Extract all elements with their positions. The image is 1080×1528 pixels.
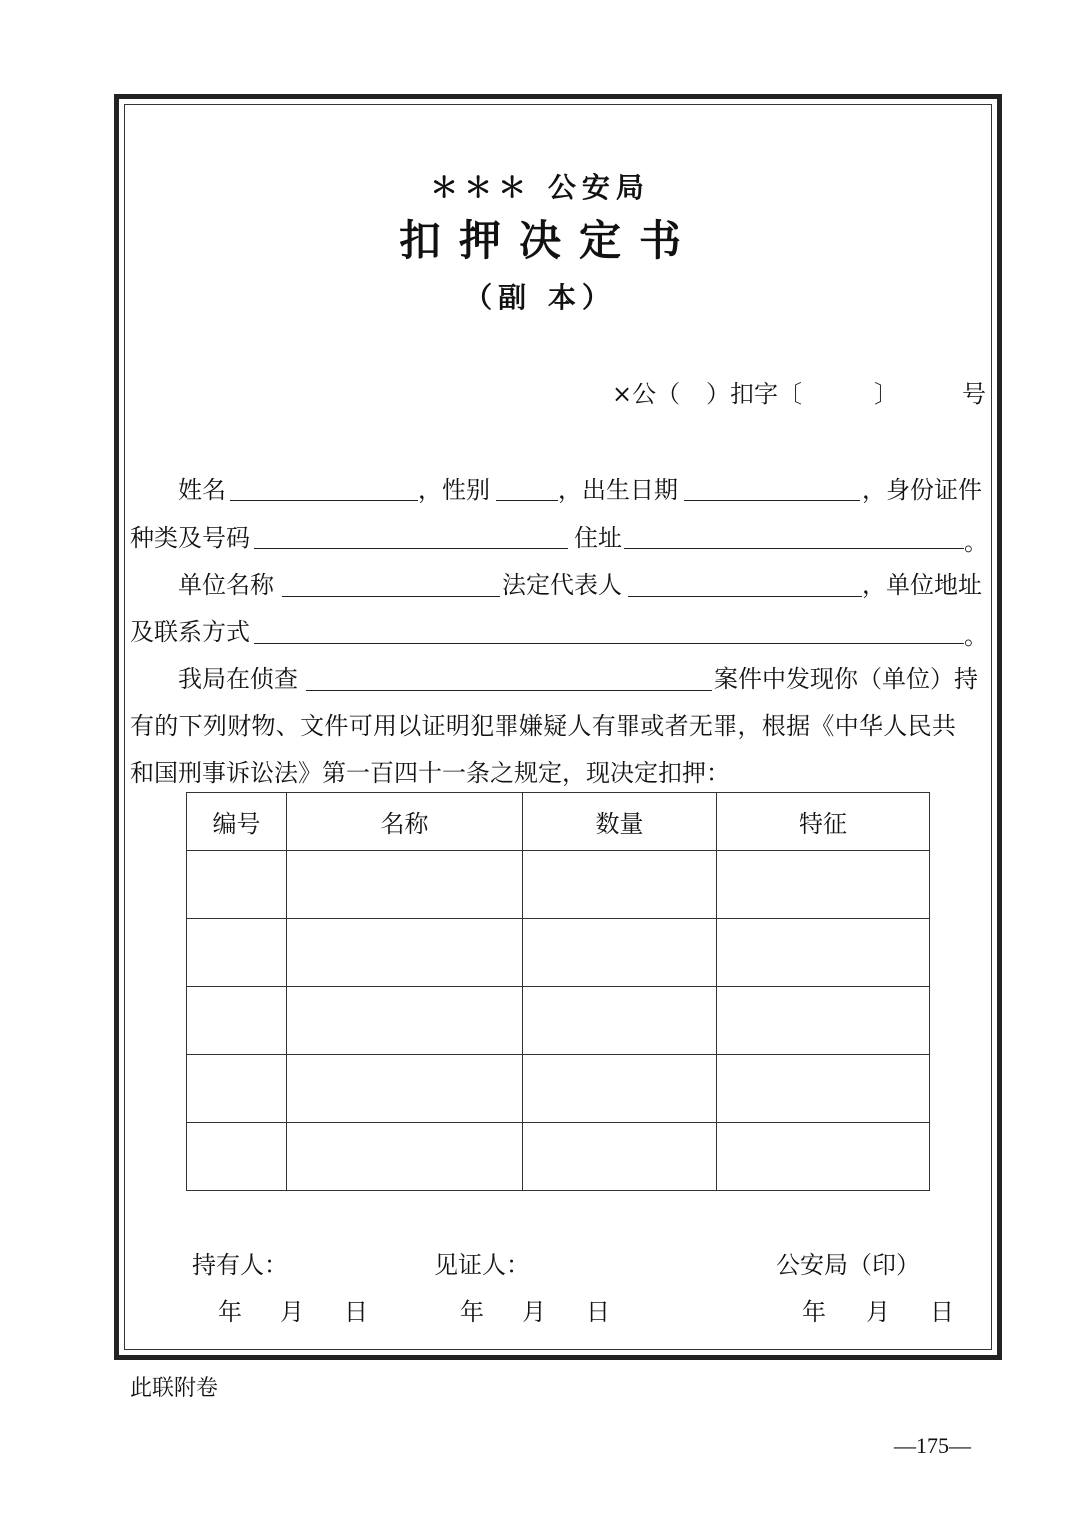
table-cell[interactable] (187, 851, 287, 919)
gender-label: ，性别 (418, 476, 490, 504)
table-cell[interactable] (187, 919, 287, 987)
column-header-number: 编号 (187, 793, 287, 851)
table-cell[interactable] (717, 1055, 930, 1123)
address-label: 住址 (574, 524, 622, 552)
witness-date-year: 年 (460, 1298, 484, 1326)
table-row (187, 1123, 930, 1191)
table-cell[interactable] (717, 987, 930, 1055)
seized-items-table (186, 792, 930, 1191)
table-row (187, 919, 930, 987)
bureau-seal-label: 公安局（印） (776, 1251, 920, 1279)
legal-representative-field[interactable] (628, 596, 862, 597)
holder-date-month: 月 (280, 1298, 304, 1326)
column-header-name: 名称 (287, 793, 523, 851)
issuing-agency: ＊＊＊ 公安局 (430, 171, 650, 204)
table-cell[interactable] (187, 987, 287, 1055)
unit-name-field[interactable] (282, 596, 500, 597)
witness-date-day: 日 (586, 1298, 610, 1326)
table-cell[interactable] (717, 1123, 930, 1191)
holder-signature-label: 持有人： (192, 1251, 288, 1279)
id-document-label: ，身份证件 (862, 476, 982, 504)
table-cell[interactable] (187, 1123, 287, 1191)
unit-address-label: ，单位地址 (862, 571, 982, 599)
case-name-field[interactable] (306, 690, 712, 691)
unit-name-label: 单位名称 (178, 571, 274, 599)
doc-number-middle: ）扣字〔 (706, 380, 802, 408)
table-cell[interactable] (287, 1123, 523, 1191)
table-cell[interactable] (523, 987, 717, 1055)
bureau-date-day: 日 (930, 1298, 954, 1326)
table-cell[interactable] (287, 987, 523, 1055)
table-row (187, 1055, 930, 1123)
column-header-features: 特征 (717, 793, 930, 851)
table-cell[interactable] (523, 1055, 717, 1123)
bureau-date-year: 年 (802, 1298, 826, 1326)
archive-copy-note: 此联附卷 (130, 1376, 219, 1401)
table-cell[interactable] (523, 851, 717, 919)
table-row (187, 851, 930, 919)
bureau-date-month: 月 (866, 1298, 890, 1326)
column-header-quantity: 数量 (523, 793, 717, 851)
statement-line-3: 和国刑事诉讼法》第一百四十一条之规定，现决定扣押： (130, 759, 730, 787)
table-cell[interactable] (287, 851, 523, 919)
birth-date-field[interactable] (684, 500, 860, 501)
investigating-label: 我局在侦查 (178, 665, 298, 693)
page-number: —175— (894, 1433, 971, 1458)
contact-label: 及联系方式 (130, 618, 250, 646)
line-period: 。 (964, 622, 988, 650)
case-found-label: 案件中发现你（单位）持 (714, 665, 978, 693)
statement-line-2: 有的下列财物、文件可用以证明犯罪嫌疑人有罪或者无罪，根据《中华人民共 (130, 712, 957, 740)
table-cell[interactable] (717, 919, 930, 987)
doc-number-prefix: ×公（ (612, 380, 681, 408)
holder-date-year: 年 (218, 1298, 242, 1326)
copy-label: （副 本） (464, 281, 616, 314)
contact-field[interactable] (254, 643, 964, 644)
doc-number-close: 〕 (874, 380, 898, 408)
name-field[interactable] (230, 500, 418, 501)
table-cell[interactable] (287, 919, 523, 987)
gender-field[interactable] (496, 500, 558, 501)
table-cell[interactable] (523, 1123, 717, 1191)
holder-date-day: 日 (344, 1298, 368, 1326)
table-header-row (187, 793, 930, 851)
line-period: 。 (964, 528, 988, 556)
id-type-number-field[interactable] (254, 548, 568, 549)
table-cell[interactable] (287, 1055, 523, 1123)
legal-representative-label: 法定代表人 (502, 571, 622, 599)
name-label: 姓名 (178, 476, 226, 504)
document-title: 扣押决定书 (398, 216, 699, 265)
table-cell[interactable] (523, 919, 717, 987)
table-cell[interactable] (717, 851, 930, 919)
witness-signature-label: 见证人： (434, 1251, 530, 1279)
birth-date-label: ，出生日期 (558, 476, 678, 504)
witness-date-month: 月 (522, 1298, 546, 1326)
table-cell[interactable] (187, 1055, 287, 1123)
table-row (187, 987, 930, 1055)
id-type-number-label: 种类及号码 (130, 524, 250, 552)
address-field[interactable] (624, 548, 964, 549)
doc-number-suffix: 号 (962, 380, 986, 408)
